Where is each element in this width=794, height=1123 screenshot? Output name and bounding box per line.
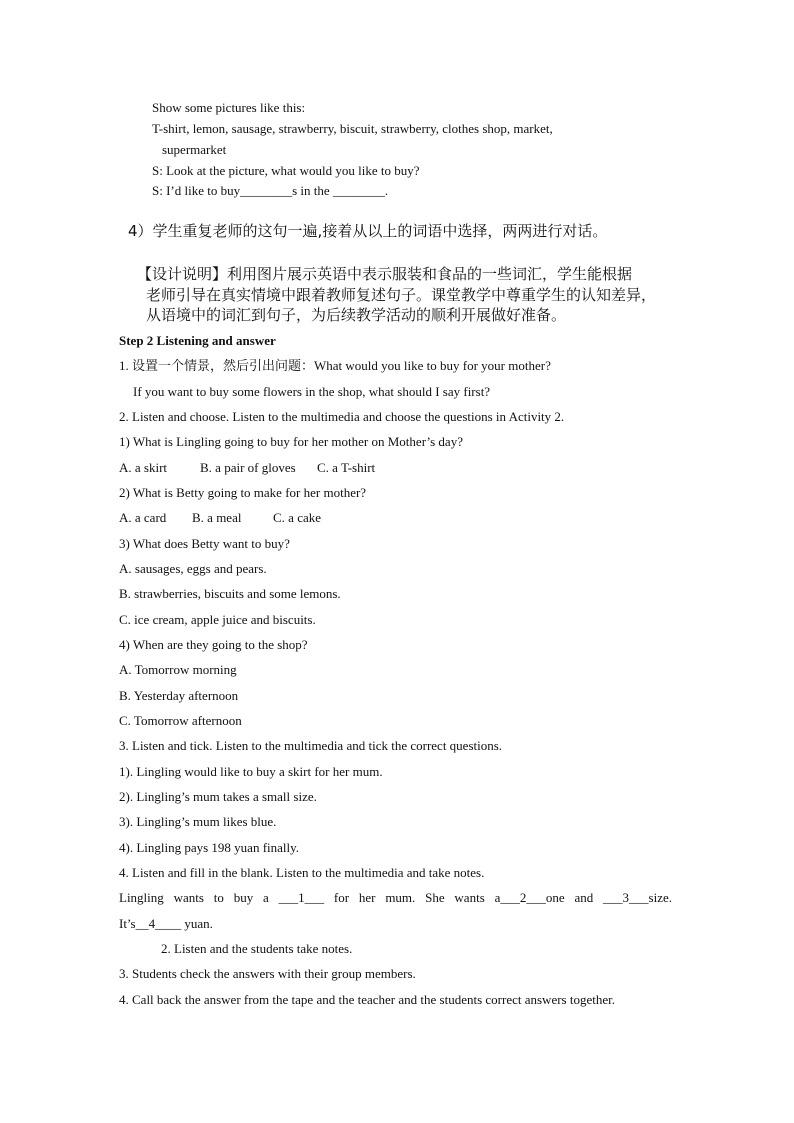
mc3-option-c: C. ice cream, apple juice and biscuits. <box>119 612 316 627</box>
fill-word: Lingling <box>119 890 164 905</box>
fill-blank-2: a___2___one <box>494 890 565 905</box>
mc4-option-a: A. Tomorrow morning <box>119 662 237 677</box>
fill-word: mum. <box>385 890 416 905</box>
fill-word: She <box>425 890 445 905</box>
intro-words-line2: supermarket <box>162 142 227 157</box>
fill-word: a <box>263 890 269 905</box>
check-answers: 3. Students check the answers with their group members. <box>119 966 416 981</box>
fill-word: for <box>333 890 350 905</box>
intro-words-line1: T-shirt, lemon, sausage, strawberry, biscuit, strawberry, clothes shop, market, <box>152 121 553 136</box>
listen-fill: 4. Listen and fill in the blank. Listen to the multimedia and take notes. <box>119 865 485 880</box>
mc3-question: 3) What does Betty want to buy? <box>119 536 290 551</box>
tick-item-3: 3). Lingling’s mum likes blue. <box>119 814 277 829</box>
intro-show: Show some pictures like this: <box>152 100 306 115</box>
fill-word: wants <box>454 890 485 905</box>
design-note-line3: 从语境中的词汇到句子，为后续教学活动的顺利开展做好准备。 <box>146 306 567 324</box>
fill-word: her <box>358 890 376 905</box>
fill-word: to <box>213 890 224 905</box>
mc3-option-a: A. sausages, eggs and pears. <box>119 561 267 576</box>
call-back: 4. Call back the answer from the tape and the teacher and the students correct answers together. <box>119 992 615 1007</box>
mc4-option-c: C. Tomorrow afternoon <box>119 713 242 728</box>
step2-heading: Step 2 Listening and answer <box>119 333 276 348</box>
fill-word: buy <box>233 890 254 905</box>
mc1-option-a: A. a skirt <box>119 460 168 475</box>
tick-item-4: 4). Lingling pays 198 yuan finally. <box>119 840 300 855</box>
listen-tick: 3. Listen and tick. Listen to the multimedia and tick the correct questions. <box>119 738 503 753</box>
tick-item-2: 2). Lingling’s mum takes a small size. <box>119 789 317 804</box>
intro-s1: S: Look at the picture, what would you like to buy? <box>152 163 420 178</box>
mc1-option-c: C. a T-shirt <box>317 460 376 475</box>
fill-sentence <box>119 889 672 906</box>
design-note-line1: 【设计说明】利用图片展示英语中表示服装和食品的一些词汇，学生能根据 <box>137 265 633 283</box>
item4-chinese: 4）学生重复老师的这句一遍,接着从以上的词语中选择，两两进行对话。 <box>128 222 608 240</box>
mc3-option-b: B. strawberries, biscuits and some lemons. <box>119 586 341 601</box>
fill-word: wants <box>173 890 204 905</box>
tick-item-1: 1). Lingling would like to buy a skirt for her mum. <box>119 764 383 779</box>
fill-blank-3: ___3___size. <box>603 890 672 905</box>
fill-line2: It’s__4____ yuan. <box>119 916 213 931</box>
fill-blank-1: ___1___ <box>278 890 325 905</box>
design-note-line2: 老师引导在真实情境中跟着教师复述句子。课堂教学中尊重学生的认知差异， <box>146 286 657 304</box>
q1: 1. 设置一个情景，然后引出问题：What would you like to buy for your mother? <box>119 358 551 373</box>
take-notes: 2. Listen and the students take notes. <box>161 941 353 956</box>
q1b: If you want to buy some flowers in the shop, what should I say first? <box>133 384 491 399</box>
mc2-option-a: A. a card <box>119 510 167 525</box>
mc1-question: 1) What is Lingling going to buy for her mother on Mother’s day? <box>119 434 463 449</box>
mc2-option-b: B. a meal <box>192 510 242 525</box>
mc1-option-b: B. a pair of gloves <box>200 460 296 475</box>
mc2-option-c: C. a cake <box>273 510 322 525</box>
mc2-question: 2) What is Betty going to make for her mother? <box>119 485 367 500</box>
listen-choose: 2. Listen and choose. Listen to the multimedia and choose the questions in Activity 2. <box>119 409 565 424</box>
intro-s2: S: I’d like to buy________s in the ________. <box>152 183 389 198</box>
mc4-question: 4) When are they going to the shop? <box>119 637 308 652</box>
fill-word: and <box>574 890 594 905</box>
mc4-option-b: B. Yesterday afternoon <box>119 688 239 703</box>
